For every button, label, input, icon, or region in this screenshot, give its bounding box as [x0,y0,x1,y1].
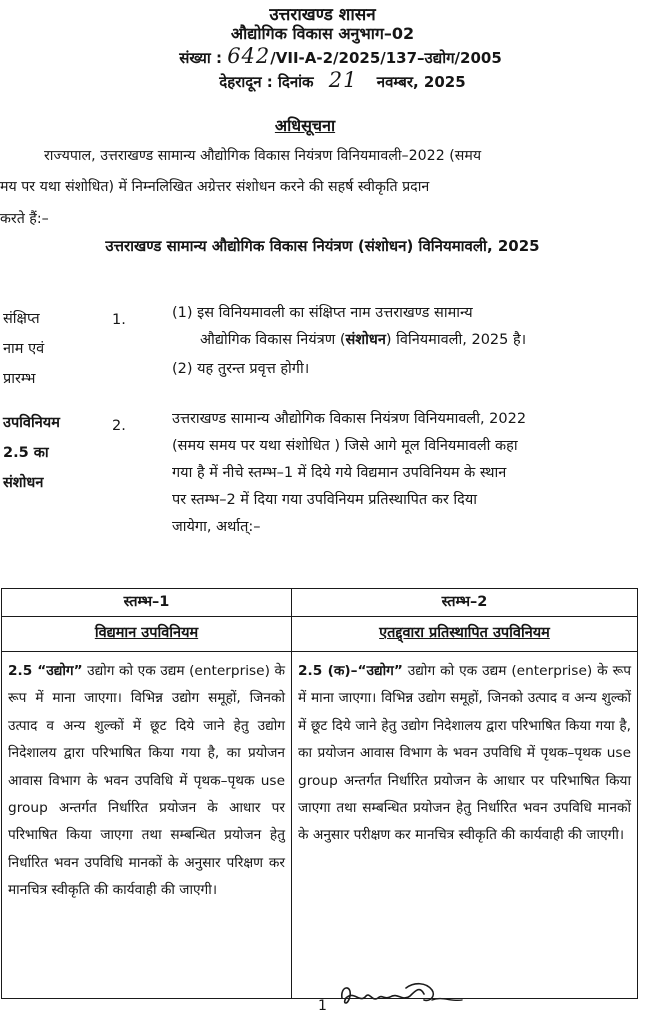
reference-number: 642 [227,44,271,68]
reference-code: /VII-A-2/2025/137–उद्योग/2005 [270,49,502,67]
table-subheader-row [2,617,638,652]
date-day: 21 [328,68,358,92]
clause-1-sub-1: (1) इस विनियमावली का संक्षिप्त नाम उत्तराखण्ड सामान्य [172,305,473,321]
substituted-subregulation-text: उद्योग को एक उद्यम (enterprise) के रूप में माना जाएगा। विभिन्न उद्योग समूहों, जिनको उत्पाद व अन्य शुल्कों में छूट दिये जाने हेतु उद्योग निदेशालय द्वारा परिभाषित किया गया है, का प्रयोजन आवास विभाग के भवन उपविधि में पृथक–पृथक use group अन्तर्गत निर्धारित प्रयोजन के आधार पर परिभाषित किया जाएगा तथा सम्बन्धित प्रयोजन हेतु निर्धारित भवन उपविधि मानकों के अनुसार परीक्षण कर मानचित्र स्वीकृति की कार्यवाही की जाएगी। [298,663,631,844]
regulation-title: उत्तराखण्ड सामान्य औद्योगिक विकास नियंत्रण (संशोधन) विनियमावली, 2025 [105,237,540,255]
preamble-line-3: करते हैं:– [0,211,49,227]
clause-2-line-1: उत्तराखण्ड सामान्य औद्योगिक विकास नियंत्रण विनियमावली, 2022 [172,411,527,427]
text-run: ) विनियमावली, 2025 है। [385,332,527,348]
clause-1-side-line: प्रारम्भ [3,371,36,387]
clause-2-line-3: गया है में नीचे स्तम्भ–1 में दिये गये विद्यमान उपविनियम के स्थान [172,465,507,481]
preamble-line-2: मय पर यथा संशोधित) में निम्नलिखित अग्रेत्तर संशोधन करने की सहर्ष स्वीकृति प्रदान [0,179,430,195]
existing-subregulation-lead: 2.5 “उद्योग” [8,663,83,679]
table-row [2,652,638,999]
column-1-subheader [2,617,292,652]
place-label: देहरादून : दिनांक [219,73,314,91]
table-header-row [2,589,638,617]
signature [336,978,466,1018]
clause-2-side-line: 2.5 का [3,445,49,461]
column-1-subheader-text: विद्यमान उपविनियम [94,625,199,641]
clause-2-line-5: जायेगा, अर्थात्:– [172,519,261,535]
existing-subregulation-cell [2,652,292,999]
preamble-line-1: राज्यपाल, उत्तराखण्ड सामान्य औद्योगिक विकास नियंत्रण विनियमावली–2022 (समय [44,148,482,164]
clause-2-side-heading [3,408,60,498]
existing-subregulation-text: उद्योग को एक उद्यम (enterprise) के रूप में माना जाएगा। विभिन्न उद्योग समूहों, जिनको उत्पाद व अन्य शुल्कों में छूट दिये जाने हेतु उद्योग निदेशालय द्वारा परिभाषित किया गया है, का प्रयोजन आवास विभाग के भवन उपविधि में पृथक–पृथक use group अन्तर्गत निर्धारित प्रयोजन के आधार पर परिभाषित किया जाएगा तथा सम्बन्धित प्रयोजन हेतु निर्धारित भवन उपविधि मानकों के अनुसार परिक्षण कर मानचित्र स्वीकृति की कार्यवाही की जाएगी। [8,663,285,899]
clause-1-side-line: संक्षिप्त [3,311,40,327]
page-number: 1 [318,998,327,1014]
clause-2-line-2: (समय समय पर यथा संशोधित ) जिसे आगे मूल विनियमावली कहा [172,438,518,454]
column-2-subheader-text: एतद्द्वारा प्रतिस्थापित उपविनियम [379,625,550,641]
clause-2-side-line: संशोधन [3,475,44,491]
government-name: उत्तराखण्ड शासन [269,5,376,25]
column-2-header-text: स्तम्भ–2 [441,594,488,610]
column-1-header [2,589,292,617]
substituted-subregulation-lead: 2.5 (क)–“उद्योग” [298,663,403,679]
text-run-bold: संशोधन [345,332,386,348]
reference-prefix: संख्या : [179,49,222,67]
clause-2-number: 2. [112,418,126,434]
reference-line [18,44,645,68]
substituted-subregulation-cell [292,652,638,999]
notification-title: अधिसूचना [274,116,336,135]
column-1-header-text: स्तम्भ–1 [123,594,170,610]
comparison-table [1,588,638,999]
clause-1-side-line: नाम एवं [3,341,45,357]
date-line [20,68,645,92]
clause-2-side-line: उपविनियम [3,415,60,431]
column-2-subheader [292,617,638,652]
clause-2-line-4: पर स्तम्भ–2 में दिया गया उपविनियम प्रतिस्थापित कर दिया [172,492,478,508]
clause-1-sub-1-cont [200,327,526,354]
clause-1-number: 1. [112,312,126,328]
clause-1-side-heading [3,304,44,394]
department-name: औद्योगिक विकास अनुभाग–02 [230,24,415,43]
text-run: औद्योगिक विकास नियंत्रण ( [200,332,346,348]
date-month-year: नवम्बर, 2025 [376,73,466,91]
column-2-header [292,589,638,617]
clause-1-sub-2: (2) यह तुरन्त प्रवृत्त होगी। [172,361,310,377]
